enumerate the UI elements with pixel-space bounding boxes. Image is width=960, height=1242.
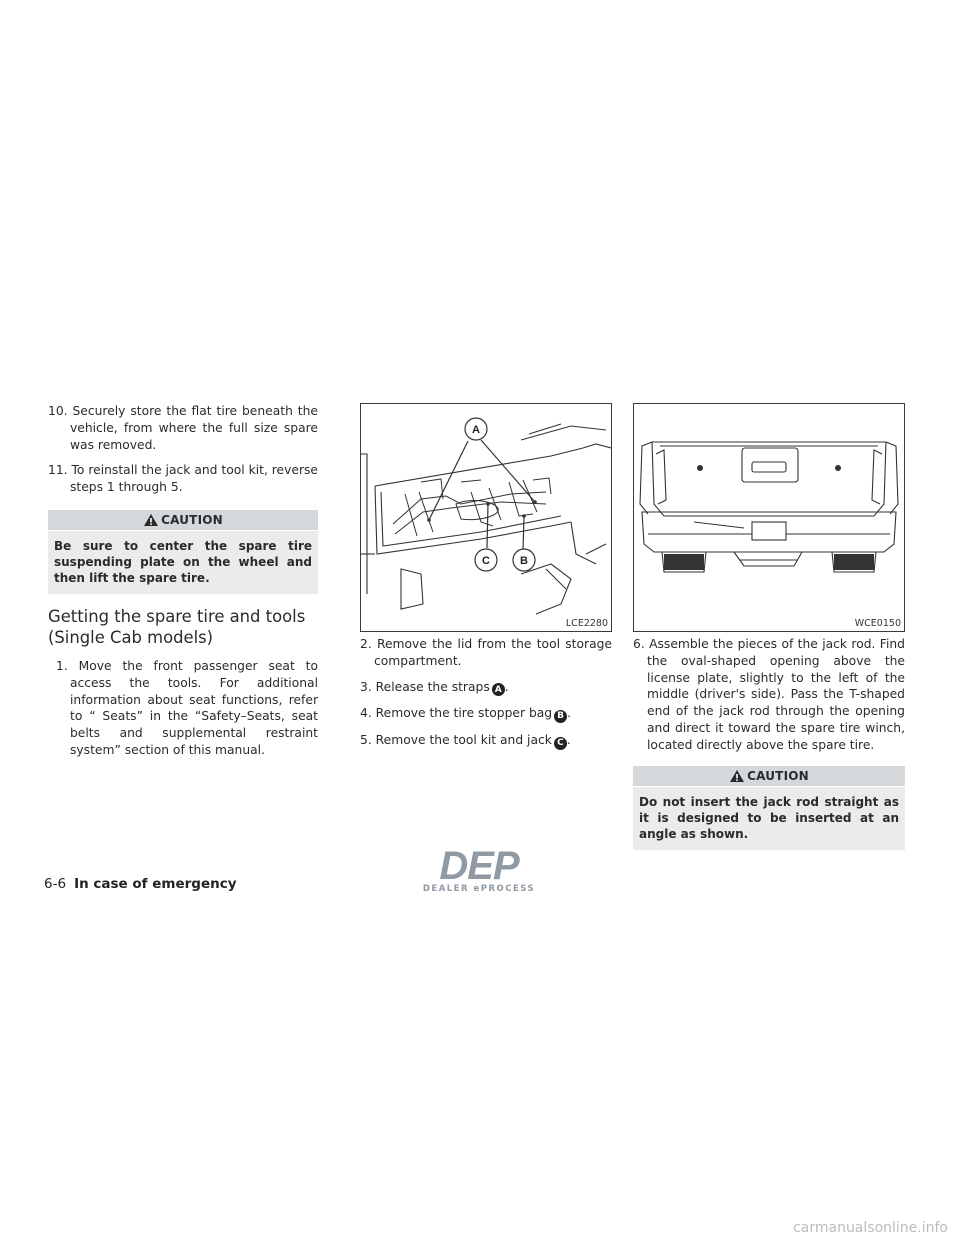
callout-b: B bbox=[520, 555, 528, 567]
step-number: 11. bbox=[48, 463, 68, 478]
right-column bbox=[633, 403, 905, 850]
caution-header bbox=[633, 766, 905, 786]
warning-icon bbox=[143, 513, 159, 527]
caution-text: Be sure to center the spare tire suspending plate on the wheel and then lift the spare tire. bbox=[48, 531, 318, 594]
step-10 bbox=[48, 403, 318, 453]
warning-icon bbox=[729, 769, 745, 783]
dep-logo bbox=[414, 845, 544, 883]
step-number: 10. bbox=[48, 404, 68, 418]
step-1 bbox=[48, 658, 318, 759]
caution-header bbox=[48, 510, 318, 530]
section-heading: Getting the spare tire and tools (Single Cab models) bbox=[48, 606, 306, 647]
step-number: 2. bbox=[360, 637, 372, 651]
callout-c-ref: C bbox=[554, 737, 567, 750]
step-3 bbox=[360, 679, 612, 697]
callout-b-ref: B bbox=[554, 710, 567, 723]
step-text: Remove the tire stopper bag bbox=[375, 706, 553, 721]
figure-code: LCE2280 bbox=[565, 618, 608, 629]
page-footer bbox=[44, 876, 237, 892]
step-11 bbox=[48, 462, 318, 496]
caution-text: Do not insert the jack rod straight as it is designed to be inserted at an angle as shown. bbox=[633, 787, 905, 850]
step-text: Remove the lid from the tool storage compartment. bbox=[374, 637, 612, 668]
step-text: Assemble the pieces of the jack rod. Find the oval-shaped opening above the license plate, slightly to the left of the middle (driver's side). Pass the T-shaped end of the jack rod through the opening and direct it toward the spare tire winch, located directly above the spare tire. bbox=[647, 637, 905, 752]
period: . bbox=[567, 706, 572, 721]
caution-label: CAUTION bbox=[161, 512, 223, 527]
callout-a: A bbox=[472, 424, 480, 436]
rear-view-figure bbox=[633, 403, 905, 632]
callout-a-ref: A bbox=[492, 683, 505, 696]
step-number: 5. bbox=[360, 733, 372, 748]
step-number: 1. bbox=[56, 658, 68, 673]
tool-storage-illustration bbox=[361, 404, 611, 631]
step-number: 3. bbox=[360, 679, 372, 694]
step-text: Securely store the flat tire beneath the vehicle, from where the full size spare was removed. bbox=[70, 404, 318, 452]
step-number: 6. bbox=[633, 637, 645, 651]
page-number: 6-6 bbox=[44, 876, 67, 892]
logo-subtext: DEALER ePROCESS bbox=[422, 884, 536, 894]
tool-storage-figure bbox=[360, 403, 612, 632]
step-text: Move the front passenger seat to access the tools. For additional information about seat functions, refer to “ Seats” in the “Safety–Seats, seat belts and supplemental restraint system” section of this manual. bbox=[70, 658, 318, 757]
watermark: carmanualsonline.info bbox=[793, 1220, 948, 1236]
period: . bbox=[566, 733, 571, 748]
step-4 bbox=[360, 705, 612, 723]
section-title: In case of emergency bbox=[74, 876, 237, 892]
step-text: Release the straps bbox=[375, 679, 490, 694]
step-5 bbox=[360, 732, 612, 750]
step-number: 4. bbox=[360, 706, 372, 721]
step-6 bbox=[633, 636, 905, 754]
callout-c: C bbox=[482, 555, 490, 567]
left-column bbox=[48, 403, 318, 768]
middle-column bbox=[360, 403, 612, 759]
period: . bbox=[504, 679, 509, 694]
figure-code: WCE0150 bbox=[854, 618, 901, 629]
step-2 bbox=[360, 636, 612, 670]
step-text: To reinstall the jack and tool kit, reverse steps 1 through 5. bbox=[70, 463, 318, 495]
step-text: Remove the tool kit and jack bbox=[375, 733, 552, 748]
truck-rear-illustration bbox=[634, 404, 904, 631]
caution-label: CAUTION bbox=[747, 768, 809, 783]
logo-text: DEP bbox=[439, 845, 519, 883]
